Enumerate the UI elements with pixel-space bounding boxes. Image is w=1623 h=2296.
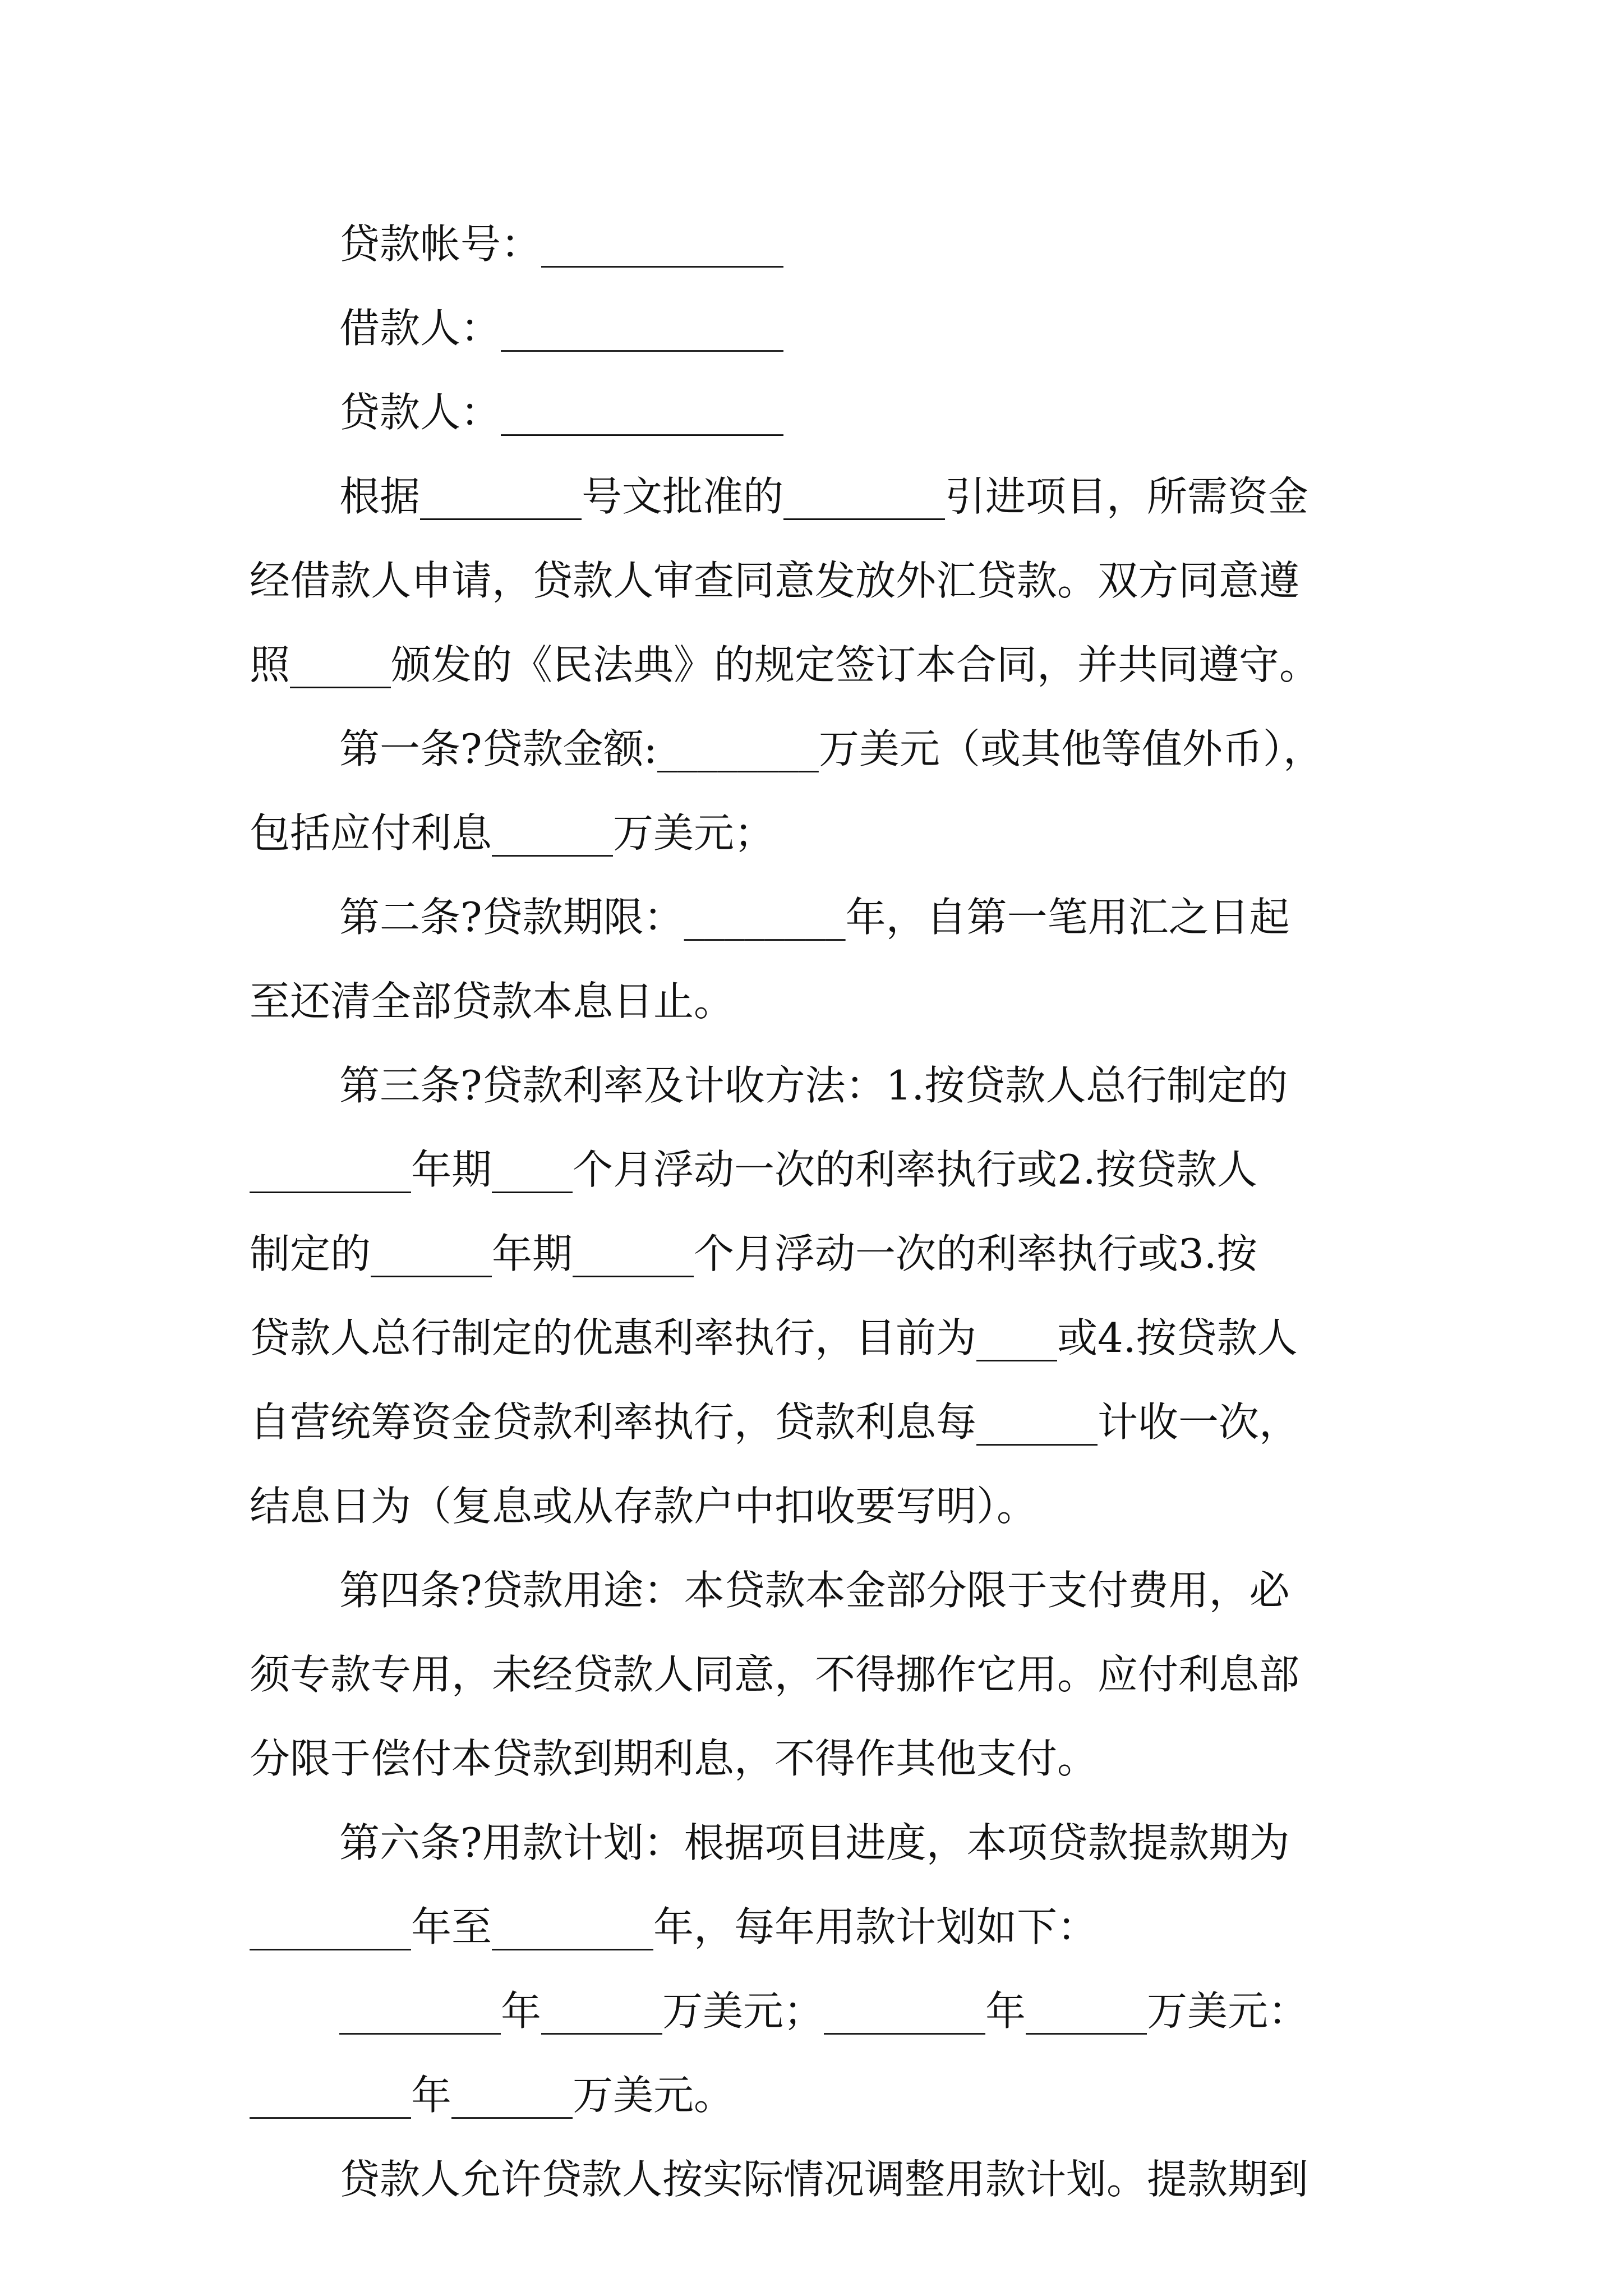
article-3-line: 贷款人总行制定的优惠利率执行，目前为____或4.按贷款人 <box>250 1314 1298 1361</box>
article-3-line: 第三条?贷款利率及计收方法：1.按贷款人总行制定的 <box>339 1062 1288 1109</box>
article-1-line: 第一条?贷款金额:________万美元（或其他等值外币）， <box>339 725 1324 772</box>
lender-line: 贷款人：______________ <box>339 389 784 436</box>
article-6-line: ________年至________年，每年用款计划如下： <box>250 1903 1098 1950</box>
preamble-line: 根据________号文批准的________引进项目，所需资金 <box>339 473 1309 520</box>
article-3-line: 制定的______年期______个月浮动一次的利率执行或3.按 <box>250 1230 1257 1277</box>
adjustment-line: 贷款人允许贷款人按实际情况调整用款计划。提款期到 <box>339 2156 1309 2203</box>
contract-text <box>250 202 1405 2221</box>
article-4-line: 分限于偿付本贷款到期利息，不得作其他支付。 <box>250 1735 1098 1782</box>
borrower-line: 借款人：______________ <box>339 305 784 352</box>
preamble-line: 照_____颁发的《民法典》的规定签订本合同，并共同遵守。 <box>250 641 1320 688</box>
plan-line: ________年______万美元；________年______万美元： <box>339 1987 1309 2035</box>
article-1-line: 包括应付利息______万美元； <box>250 809 775 857</box>
article-6-line: 第六条?用款计划：根据项目进度，本项贷款提款期为 <box>339 1819 1290 1866</box>
article-3-line: 自营统筹资金贷款利率执行，贷款利息每______计收一次， <box>250 1398 1300 1446</box>
article-2-line: 第二条?贷款期限：________年，自第一笔用汇之日起 <box>339 894 1290 941</box>
article-2-line: 至还清全部贷款本息日止。 <box>250 978 735 1025</box>
article-3-line: 结息日为（复息或从存款户中扣收要写明）。 <box>250 1483 1038 1530</box>
article-3-line: ________年期____个月浮动一次的利率执行或2.按贷款人 <box>250 1146 1257 1193</box>
article-4-line: 须专款专用，未经贷款人同意，不得挪作它用。应付利息部 <box>250 1651 1300 1698</box>
loan-account-line: 贷款帐号：____________ <box>339 220 784 268</box>
plan-line: ________年______万美元。 <box>250 2072 735 2119</box>
article-4-line: 第四条?贷款用途：本贷款本金部分限于支付费用，必 <box>339 1567 1290 1614</box>
preamble-line: 经借款人申请，贷款人审查同意发放外汇贷款。双方同意遵 <box>250 557 1300 604</box>
